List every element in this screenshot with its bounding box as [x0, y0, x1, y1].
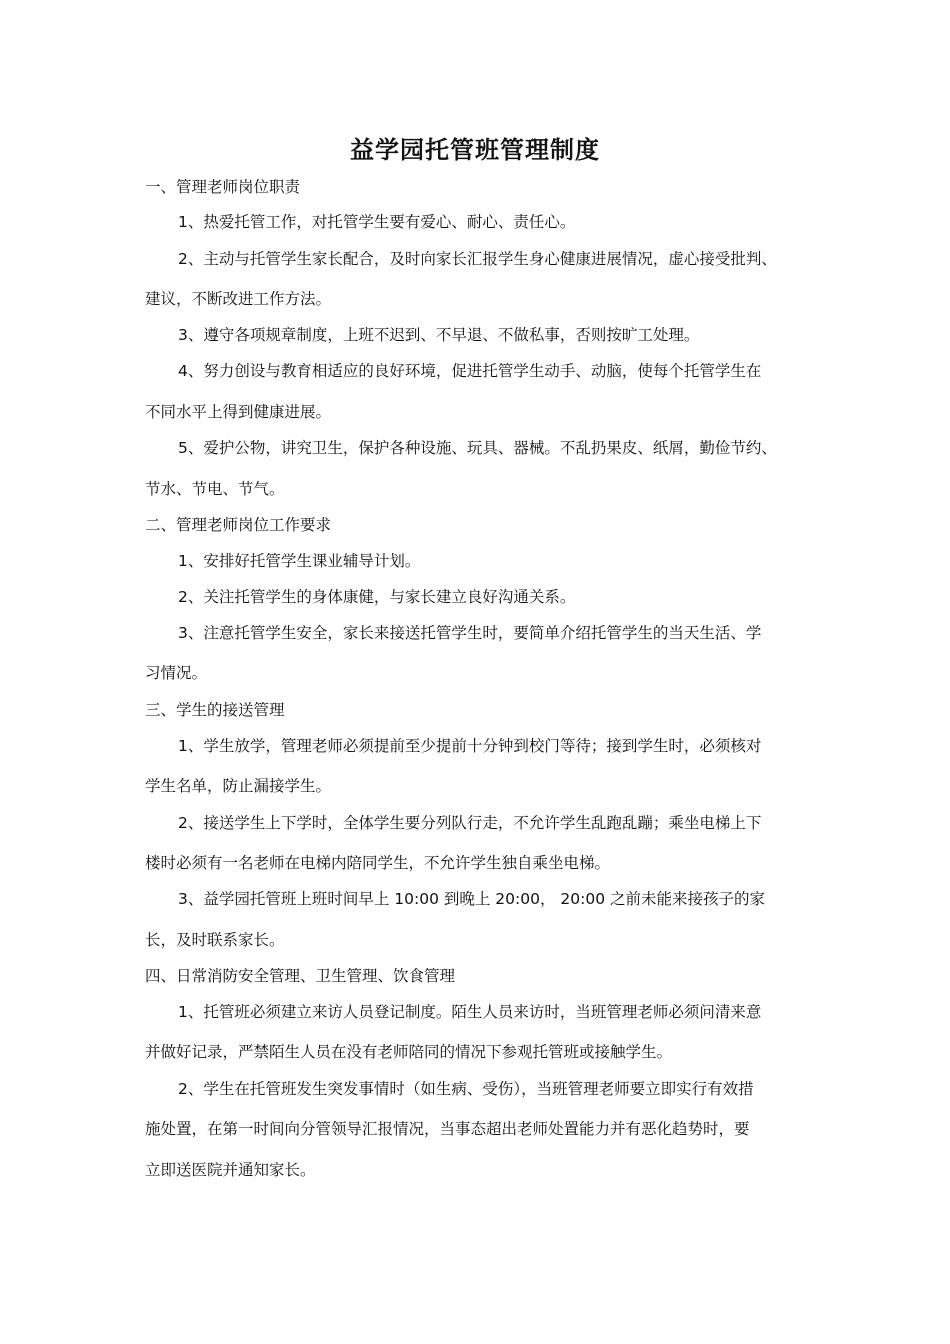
paragraph-line: 楼时必须有一名老师在电梯内陪同学生，不允许学生独自乘坐电梯。: [145, 854, 611, 872]
paragraph-line: 学生名单，防止漏接学生。: [145, 777, 332, 795]
section-heading-3: 三、学生的接送管理: [145, 701, 285, 719]
paragraph-line: 习情况。: [145, 664, 208, 682]
section-heading-1: 一、管理老师岗位职责: [145, 178, 301, 196]
paragraph-line: 2、学生在托管班发生突发事情时（如生病、受伤），当班管理老师要立即实行有效措: [178, 1080, 754, 1098]
paragraph-line: 2、接送学生上下学时，全体学生要分列队行走，不允许学生乱跑乱蹦；乘坐电梯上下: [178, 814, 762, 832]
section-heading-4: 四、日常消防安全管理、卫生管理、饮食管理: [145, 967, 456, 985]
paragraph-line: 立即送医院并通知家长。: [145, 1161, 316, 1179]
paragraph-line: 并做好记录，严禁陌生人员在没有老师陪同的情况下参观托管班或接触学生。: [145, 1043, 673, 1061]
paragraph-line: 3、注意托管学生安全，家长来接送托管学生时，要简单介绍托管学生的当天生活、学: [178, 624, 762, 642]
document-title: 益学园托管班管理制度: [350, 136, 600, 164]
paragraph-line: 1、学生放学，管理老师必须提前至少提前十分钟到校门等待；接到学生时，必须核对: [178, 737, 762, 755]
paragraph-line: 长，及时联系家长。: [145, 931, 285, 949]
paragraph-line: 建议，不断改进工作方法。: [145, 290, 332, 308]
paragraph-line: 2、主动与托管学生家长配合，及时向家长汇报学生身心健康进展情况，虚心接受批判、: [178, 250, 777, 268]
paragraph-line: 5、爱护公物，讲究卫生，保护各种设施、玩具、器械。不乱扔果皮、纸屑，勤俭节约、: [178, 439, 777, 457]
paragraph-line: 不同水平上得到健康进展。: [145, 403, 332, 421]
paragraph-line: 1、托管班必须建立来访人员登记制度。陌生人员来访时，当班管理老师必须问清来意: [178, 1003, 762, 1021]
paragraph-line: 3、遵守各项规章制度，上班不迟到、不早退、不做私事，否则按旷工处理。: [178, 326, 700, 344]
paragraph-line: 1、安排好托管学生课业辅导计划。: [178, 552, 421, 570]
section-heading-2: 二、管理老师岗位工作要求: [145, 516, 332, 534]
paragraph-line: 4、努力创设与教育相适应的良好环境，促进托管学生动手、动脑，使每个托管学生在: [178, 362, 762, 380]
paragraph-line: 1、热爱托管工作，对托管学生要有爱心、耐心、责任心。: [178, 213, 576, 231]
paragraph-line: 施处置，在第一时间向分管领导汇报情况，当事态超出老师处置能力并有恶化趋势时，要: [145, 1120, 750, 1138]
paragraph-line: 2、关注托管学生的身体康健，与家长建立良好沟通关系。: [178, 588, 576, 606]
paragraph-line: 3、益学园托管班上班时间早上 10:00 到晚上 20:00， 20:00 之前未能来接孩子的家: [178, 890, 766, 908]
paragraph-line: 节水、节电、节气。: [145, 480, 285, 498]
